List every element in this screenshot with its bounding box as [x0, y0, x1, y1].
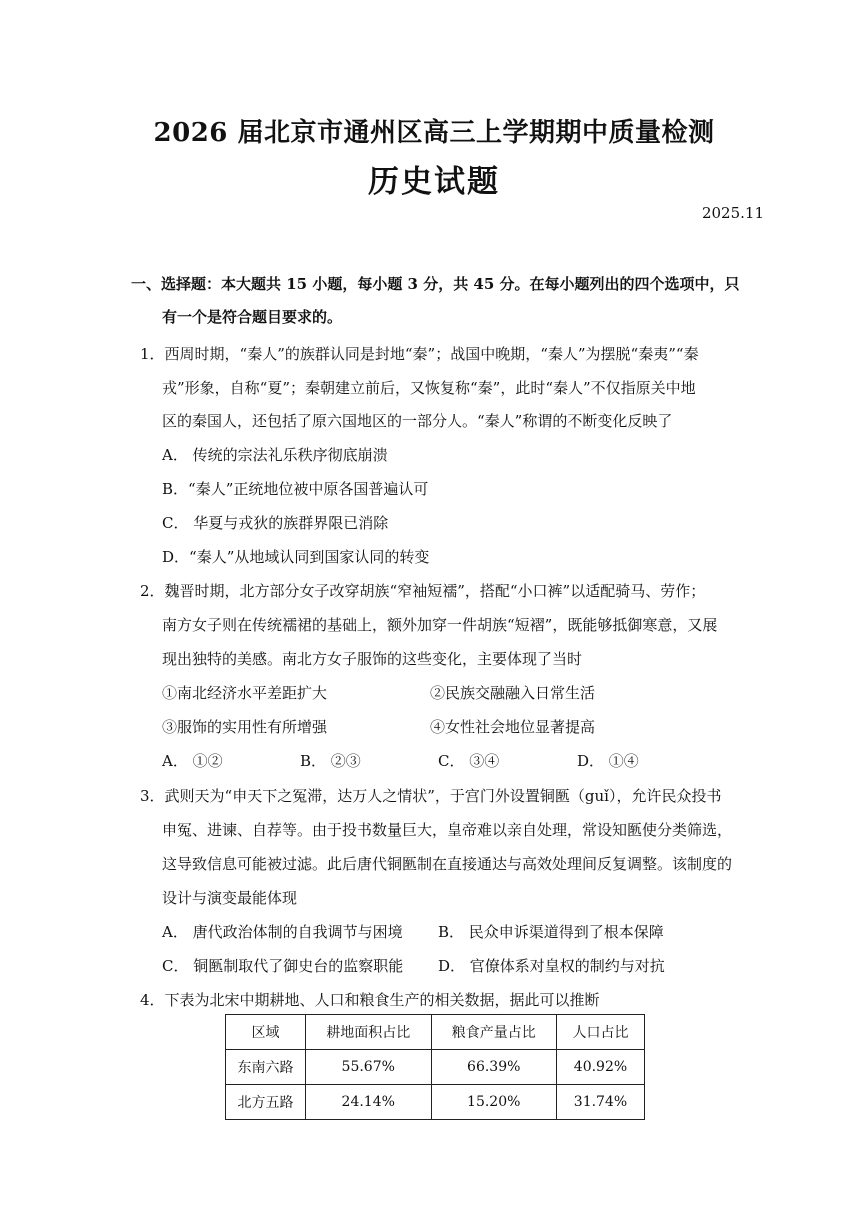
table-cell: 31.74%	[557, 1085, 645, 1120]
q3-stem-line: 这导致信息可能被过滤。此后唐代铜匦制在直接通达与高效处理间反复调整。该制度的	[162, 855, 733, 873]
exam-subtitle: 历史试题	[368, 164, 500, 200]
q2-stem-line: 现出独特的美感。南北方女子服饰的这些变化，主要体现了当时	[162, 650, 583, 668]
q2-option-a: A． ①②	[162, 752, 223, 770]
q2-item-4: ④女性社会地位显著提高	[430, 718, 596, 736]
table-header-cell: 区域	[226, 1015, 306, 1050]
section-heading-cont: 有一个是符合题目要求的。	[162, 308, 343, 326]
table-cell: 40.92%	[557, 1050, 645, 1085]
q3-option-a: A． 唐代政治体制的自我调节与困境	[162, 923, 403, 941]
q1-option-a: A． 传统的宗法礼乐秩序彻底崩溃	[162, 446, 388, 464]
q1-stem-line: 区的秦国人，还包括了原六国地区的一部分人。“秦人”称谓的不断变化反映了	[162, 412, 673, 430]
q1-option-d: D．“秦人”从地域认同到国家认同的转变	[162, 548, 430, 566]
q2-stem-line: 2．魏晋时期，北方部分女子改穿胡族“窄袖短襦”，搭配“小口裤”以适配骑马、劳作；	[140, 582, 706, 600]
table-cell: 24.14%	[306, 1085, 432, 1120]
q4-stem-line: 4．下表为北宋中期耕地、人口和粮食生产的相关数据，据此可以推断	[140, 991, 600, 1009]
q1-option-b: B．“秦人”正统地位被中原各国普遍认可	[162, 480, 429, 498]
q1-stem-line: 戎”形象，自称“夏”；秦朝建立前后，又恢复称“秦”，此时“秦人”不仅指原关中地	[162, 379, 696, 397]
table-cell: 15.20%	[431, 1085, 557, 1120]
q3-option-d: D． 官僚体系对皇权的制约与对抗	[438, 957, 665, 975]
exam-title: 2026 届北京市通州区高三上学期期中质量检测	[153, 118, 715, 148]
q2-item-1: ①南北经济水平差距扩大	[162, 684, 328, 702]
q3-option-b: B． 民众申诉渠道得到了根本保障	[438, 923, 664, 941]
exam-date: 2025.11	[701, 204, 764, 222]
table-header-cell: 耕地面积占比	[306, 1015, 432, 1050]
q2-stem-line: 南方女子则在传统襦裙的基础上，额外加穿一件胡族“短褶”，既能够抵御寒意，又展	[162, 616, 718, 634]
table-row	[226, 1050, 645, 1085]
table-header-cell: 人口占比	[557, 1015, 645, 1050]
table-row	[226, 1085, 645, 1120]
table-header-row	[226, 1015, 645, 1050]
q2-option-d: D． ①④	[577, 752, 639, 770]
q1-option-c: C． 华夏与戎狄的族群界限已消除	[162, 514, 389, 532]
q3-stem-line: 设计与演变最能体现	[162, 889, 298, 907]
q2-option-b: B． ②③	[300, 752, 361, 770]
q1-stem-line: 1．西周时期，“秦人”的族群认同是封地“秦”；战国中晚期，“秦人”为摆脱“秦夷”“秦	[140, 345, 699, 363]
table-cell: 66.39%	[431, 1050, 557, 1085]
table-cell: 北方五路	[226, 1085, 306, 1120]
q3-stem-line: 申冤、进谏、自荐等。由于投书数量巨大，皇帝难以亲自处理，常设知匦使分类筛选，	[162, 821, 733, 839]
q3-option-c: C． 铜匦制取代了御史台的监察职能	[162, 957, 404, 975]
table-cell: 55.67%	[306, 1050, 432, 1085]
q2-item-2: ②民族交融融入日常生活	[430, 684, 596, 702]
section-heading: 一、选择题：本大题共 15 小题，每小题 3 分，共 45 分。在每小题列出的四个选项中，只	[131, 275, 740, 293]
table-header-cell: 粮食产量占比	[431, 1015, 557, 1050]
q4-data-table	[225, 1014, 645, 1120]
q2-item-3: ③服饰的实用性有所增强	[162, 718, 328, 736]
q3-stem-line: 3．武则天为“申天下之冤滞，达万人之情状”，于宫门外设置铜匦（guǐ），允许民众投书	[140, 787, 722, 805]
table-cell: 东南六路	[226, 1050, 306, 1085]
q2-option-c: C． ③④	[438, 752, 500, 770]
